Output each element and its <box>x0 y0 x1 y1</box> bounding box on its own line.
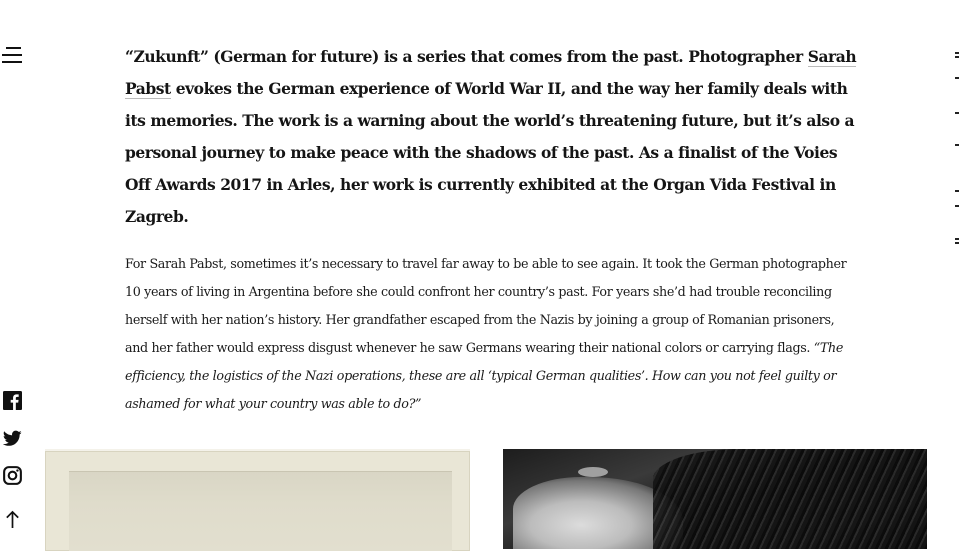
photo-ring-glint <box>578 467 608 477</box>
facebook-icon <box>3 391 22 410</box>
menu-button[interactable] <box>2 44 22 66</box>
facebook-share-button[interactable] <box>3 391 22 410</box>
back-to-top-button[interactable] <box>3 510 22 529</box>
article-lead <box>125 41 865 233</box>
offscreen-text-fragment <box>952 50 959 60</box>
photographer-link[interactable]: Sarah Pabst <box>125 47 857 98</box>
photo-frame-inner <box>69 471 452 551</box>
twitter-icon <box>3 429 22 448</box>
hamburger-line <box>2 54 22 56</box>
hamburger-line <box>2 61 22 63</box>
instagram-button[interactable] <box>3 466 22 485</box>
offscreen-text-fragment <box>952 140 959 150</box>
arrow-up-icon <box>3 510 22 529</box>
body-text: For Sarah Pabst, sometimes it’s necessary to travel far away to be able to see again. It took the German photographer 10 years of living in Argentina before she could confront her country’s past. For years she’d had trouble reconciling herself with her nation’s history. Her grandfather escaped from the Nazis by joining a group of Romanian prisoners, and her father would express disgust whenever he saw Germans wearing their national colors or carrying flags. <box>125 256 847 355</box>
offscreen-text-fragment <box>952 188 959 198</box>
offscreen-text-fragment <box>952 110 959 120</box>
offscreen-text-fragment <box>952 236 959 246</box>
article-body <box>125 250 855 418</box>
article-image-black-white-portrait <box>503 449 927 549</box>
offscreen-text-fragment <box>952 202 959 212</box>
hamburger-menu-icon <box>6 47 21 49</box>
article-image-vintage-photo <box>45 449 470 551</box>
instagram-icon <box>3 466 22 485</box>
photo-hair-shape <box>653 449 927 549</box>
lead-text: “Zukunft” (German for future) is a series that comes from the past. Photographer <box>125 47 808 66</box>
twitter-share-button[interactable] <box>3 429 22 448</box>
offscreen-text-fragment <box>952 74 959 84</box>
lead-text-continued: evokes the German experience of World War II, and the way her family deals with its memories. The work is a warning about the world’s threatening future, but it’s also a personal journey to make peace with the shadows of the past. As a finalist of the Voies Off Awards 2017 in Arles, her work is currently exhibited at the Organ Vida Festival in Zagreb. <box>125 79 855 226</box>
body-quote: “The efficiency, the logistics of the Nazi operations, these are all ‘typical German qualities’. How can you not feel guilty or ashamed for what your country was able to do?” <box>125 340 843 411</box>
